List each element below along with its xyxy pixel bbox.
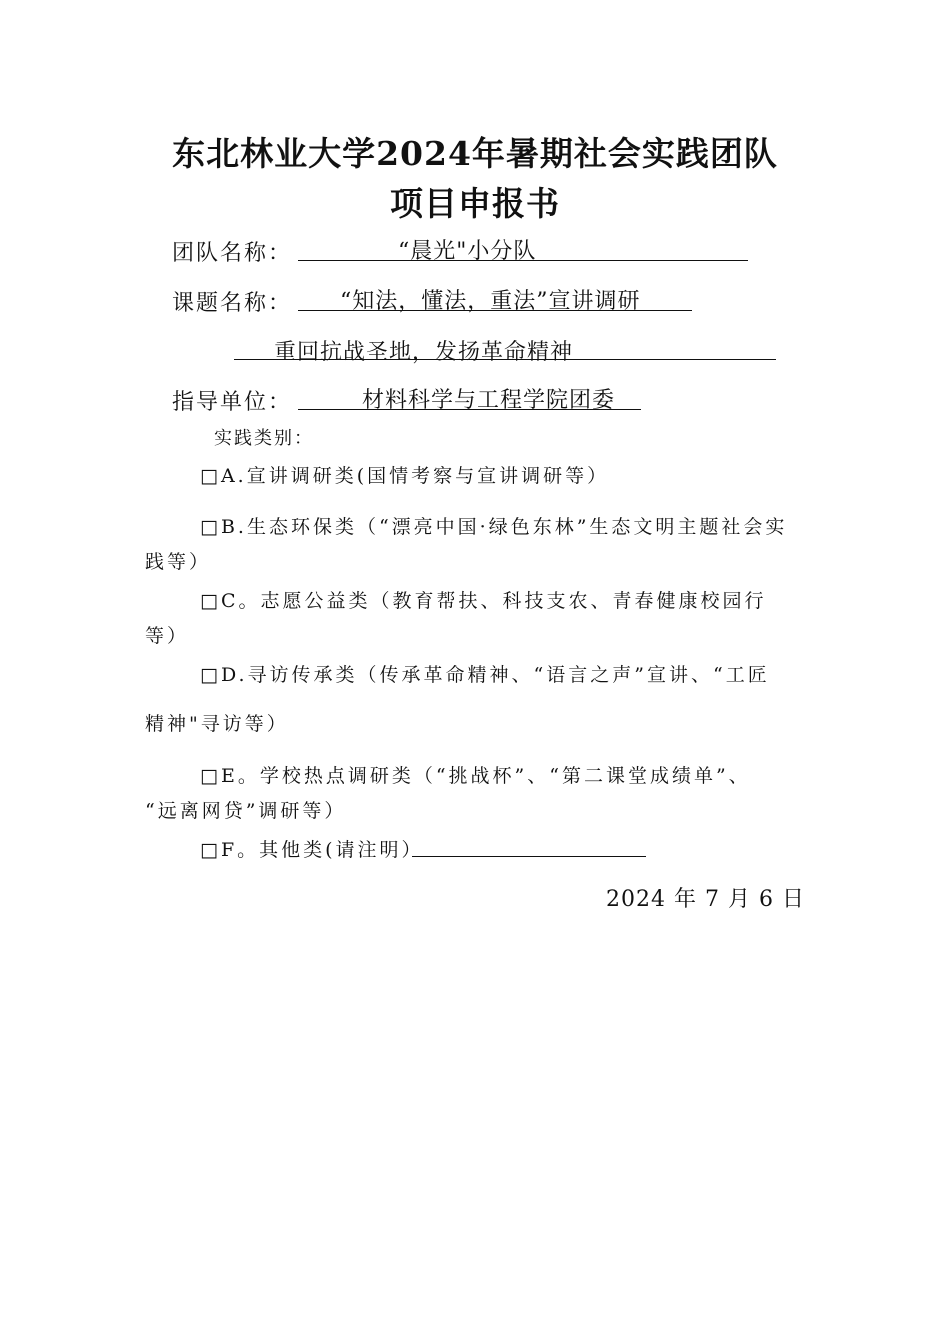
document-title-line1: 东北林业大学2024年暑期社会实践团队 bbox=[172, 134, 778, 173]
guiding-unit-value: 材料科学与工程学院团委 bbox=[362, 388, 616, 413]
category-f-checkbox-item[interactable]: □F。其他类(请注明） bbox=[200, 839, 424, 861]
category-c-continuation: 等） bbox=[145, 625, 190, 647]
topic-name-label: 课题名称： bbox=[172, 291, 293, 316]
category-d-checkbox-item[interactable]: □D.寻访传承类（传承革命精神、“语言之声”宣讲、“工匠 bbox=[200, 664, 770, 686]
category-e-checkbox-item[interactable]: □E。学校热点调研类（“挑战杯”、“第二课堂成绩单”、 bbox=[200, 765, 751, 787]
category-d-continuation: 精神"寻访等） bbox=[145, 713, 289, 735]
category-e-continuation: “远离网贷”调研等） bbox=[145, 800, 347, 822]
topic-name-underline-line2 bbox=[234, 359, 776, 360]
team-name-value: “晨光"小分队 bbox=[398, 239, 537, 264]
category-b-continuation: 践等） bbox=[145, 551, 212, 573]
category-f-blank-line[interactable] bbox=[412, 856, 646, 857]
category-a-checkbox-item[interactable]: □A.宣讲调研类(国情考察与宣讲调研等） bbox=[200, 465, 610, 487]
submission-date: 2024 年 7 月 6 日 bbox=[606, 887, 805, 912]
practice-category-heading: 实践类别： bbox=[214, 428, 314, 449]
category-c-checkbox-item[interactable]: □C。志愿公益类（教育帮扶、科技支农、青春健康校园行 bbox=[200, 590, 767, 612]
document-title-line2: 项目申报书 bbox=[390, 184, 560, 223]
category-b-checkbox-item[interactable]: □B.生态环保类（“漂亮中国·绿色东林”生态文明主题社会实 bbox=[200, 516, 788, 538]
topic-name-underline-line1 bbox=[298, 310, 692, 311]
team-name-label: 团队名称： bbox=[172, 241, 293, 266]
topic-name-value-line1: “知法，懂法，重法”宣讲调研 bbox=[340, 289, 641, 314]
guiding-unit-label: 指导单位： bbox=[172, 390, 293, 415]
team-name-underline bbox=[298, 260, 748, 261]
topic-name-value-line2: 重回抗战圣地，发扬革命精神 bbox=[274, 340, 574, 365]
guiding-unit-underline bbox=[298, 409, 641, 410]
